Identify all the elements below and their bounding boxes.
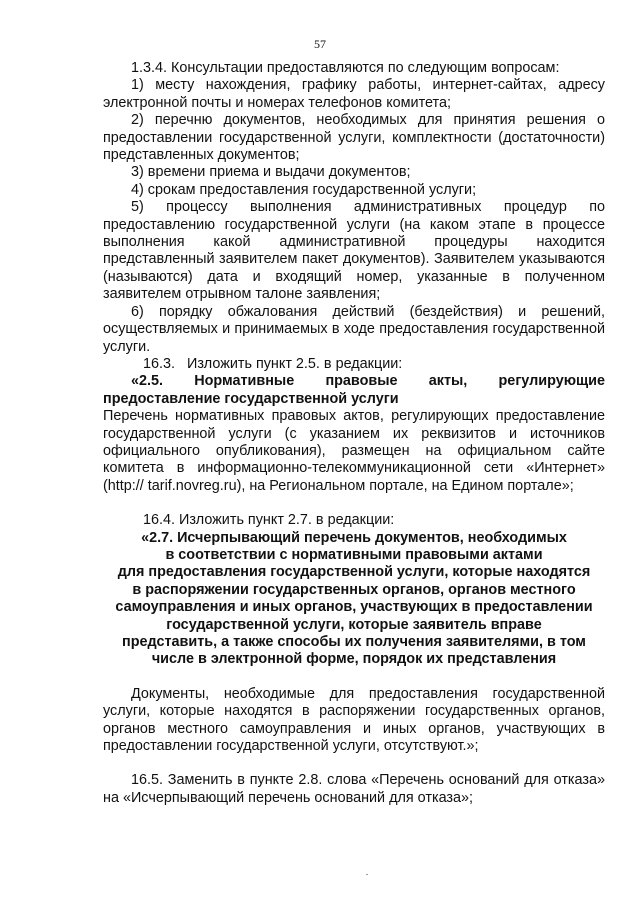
amendment-16-4-intro: 16.4. Изложить пункт 2.7. в редакции: (143, 512, 395, 529)
section-2-7-heading-line: государственной услуги, которые заявитель вправе (166, 616, 542, 633)
amendment-16-3-number: 16.3. (143, 355, 176, 372)
list-item-2: 2) перечню документов, необходимых для принятия решения о предоставлении государственной услуги, комплектности (достаточности) представленных документов; (103, 112, 605, 164)
section-2-5-body: Перечень нормативных правовых актов, регулирующих предоставление государственной услуги (с указанием их реквизитов и источников официального опубликования), размещен на официальном сайте комитета в информационно-телекоммуникационной сети «Интернет» (http:// tarif.novreg.ru), на Региональном портале, на Едином портале»; (103, 408, 605, 494)
amendment-16-3-intro (103, 356, 605, 373)
list-item-4: 4) срокам предоставления государственной услуги; (131, 181, 477, 198)
section-2-7-heading-line: «2.7. Исчерпывающий перечень документов, необходимых (141, 529, 567, 546)
amendment-16-3-text: Изложить пункт 2.5. в редакции: (187, 355, 403, 372)
list-item-5: 5) процессу выполнения административных процедур по предоставлению государственной услуги (на каком этапе в процессе выполнения какой административной процедуры находится представленный заявителем пакет документов). Заявителем указываются (называются) дата и входящий номер, указанные в полученном заявителем отрывном талоне заявления; (103, 199, 605, 303)
amendment-16-5: 16.5. Заменить в пункте 2.8. слова «Перечень оснований для отказа» на «Исчерпывающий перечень оснований для отказа»; (103, 772, 605, 806)
section-2-5-heading-line-2: предоставление государственной услуги (103, 390, 399, 407)
list-item-1: 1) месту нахождения, графику работы, интернет-сайтах, адресу электронной почты и номерах телефонов комитета; (103, 77, 605, 111)
page-number: 57 (314, 37, 326, 51)
list-item-3: 3) времени приема и выдачи документов; (131, 164, 411, 181)
section-2-7-heading-line: самоуправления и иных органов, участвующих в предоставлении (115, 599, 593, 616)
scan-speck (366, 874, 368, 875)
section-2-7-heading-line: для предоставления государственной услуги, которые находятся (117, 564, 591, 581)
section-2-5-heading-line-1: «2.5. Нормативные правовые акты, регулирующие (131, 373, 605, 390)
list-item-6: 6) порядку обжалования действий (бездействия) и решений, осуществляемых и принимаемых в ходе предоставления государственной услуги. (103, 303, 605, 355)
section-2-7-heading-line: в соответствии с нормативными правовыми актами (165, 546, 543, 563)
section-2-7-body: Документы, необходимые для предоставления государственной услуги, которые находятся в распоряжении государственных органов, органов местного самоуправления и иных органов, участвующих в предоставлении государственной услуги, отсутствуют.»; (103, 685, 605, 755)
document-body (103, 60, 605, 807)
section-2-7-heading-line: представить, а также способы их получения заявителями, в том (122, 634, 586, 650)
section-2-7-heading-line: числе в электронной форме, порядок их представления (151, 651, 557, 668)
paragraph-1-3-4: 1.3.4. Консультации предоставляются по следующим вопросам: (131, 60, 560, 76)
section-2-7-heading (103, 530, 605, 669)
section-2-7-heading-line: в распоряжении государственных органов, органов местного (132, 581, 576, 598)
